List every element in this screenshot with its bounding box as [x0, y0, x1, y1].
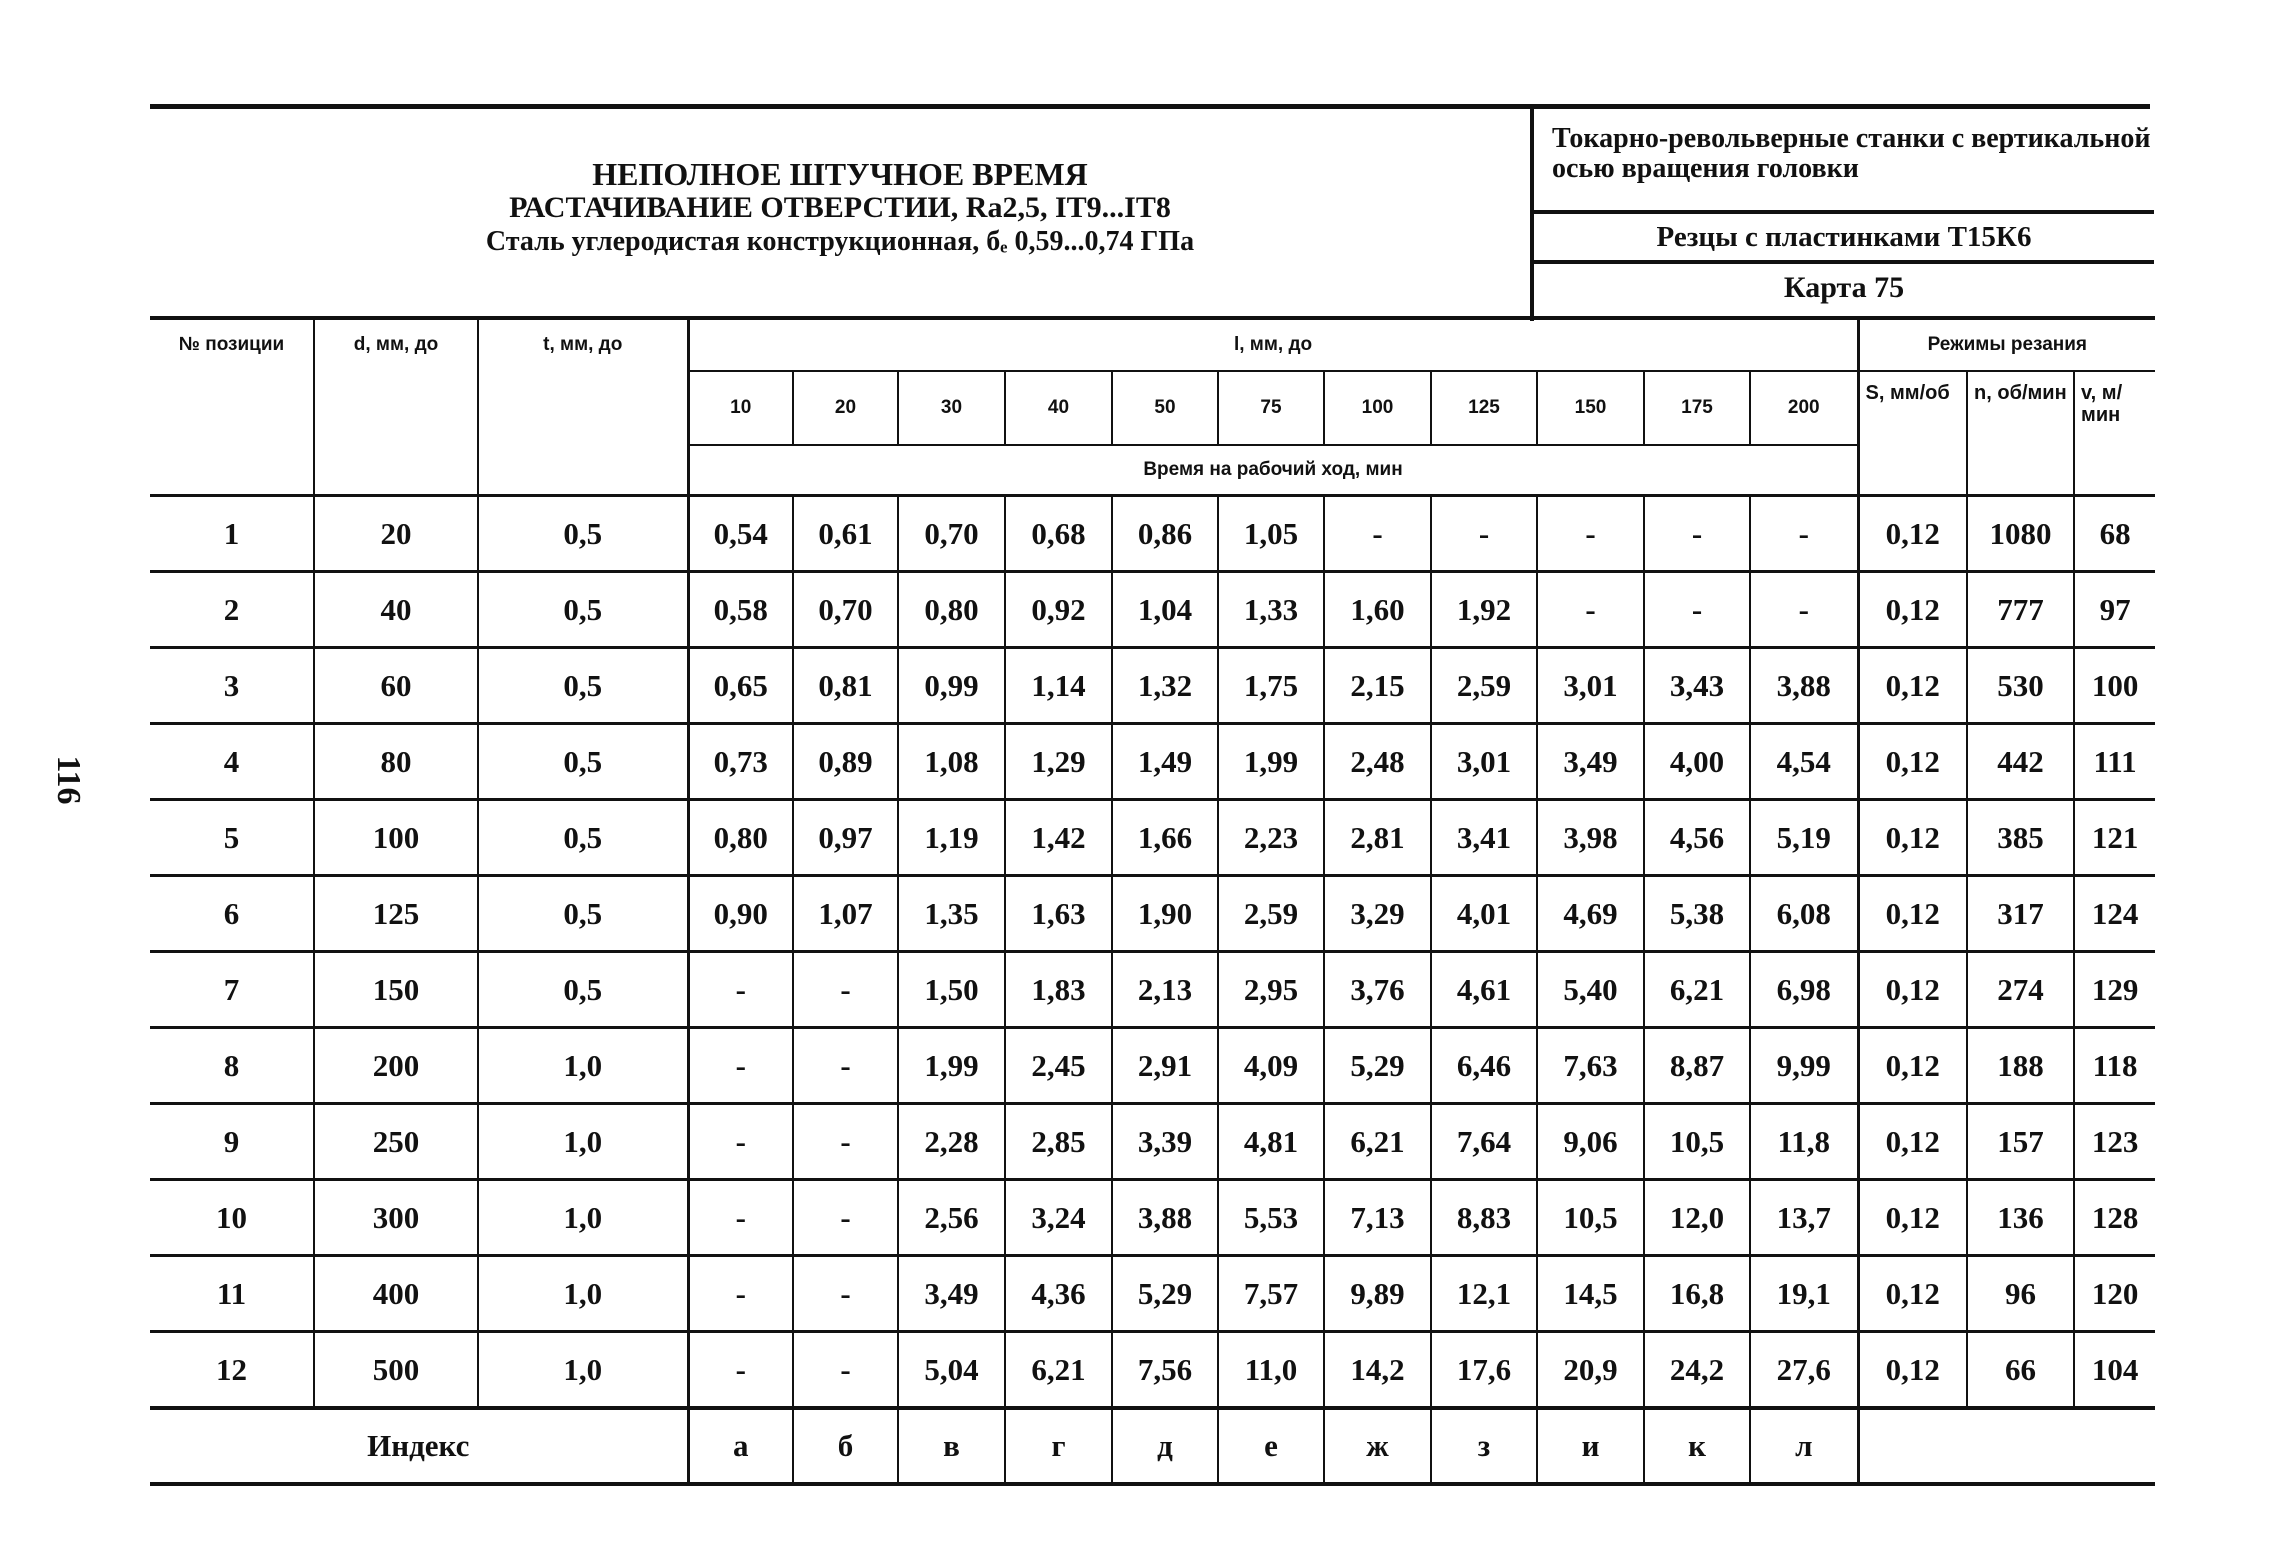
- feed-cell: 0,12: [1858, 1256, 1967, 1332]
- time-cell: 1,90: [1112, 876, 1218, 952]
- index-letter-cell: а: [688, 1408, 793, 1484]
- table-row: [150, 1028, 2155, 1104]
- diameter-cell: 100: [314, 800, 478, 876]
- time-cell: -: [688, 1256, 793, 1332]
- diameter-cell: 500: [314, 1332, 478, 1409]
- cutting-speed-cell: 111: [2074, 724, 2155, 800]
- time-cell: -: [688, 1180, 793, 1256]
- time-cell: 6,21: [1005, 1332, 1112, 1409]
- speed-rpm-header: n, об/мин: [1967, 371, 2074, 496]
- diameter-cell: 40: [314, 572, 478, 648]
- depth-cell: 0,5: [478, 496, 688, 572]
- feed-cell: 0,12: [1858, 876, 1967, 952]
- time-cell: 19,1: [1750, 1256, 1858, 1332]
- time-cell: 2,59: [1431, 648, 1537, 724]
- position-cell: 2: [150, 572, 314, 648]
- time-cell: 1,63: [1005, 876, 1112, 952]
- length-header: l, мм, до: [688, 318, 1858, 371]
- time-cell: 0,89: [793, 724, 898, 800]
- time-cell: 1,60: [1324, 572, 1431, 648]
- cutting-speed-cell: 129: [2074, 952, 2155, 1028]
- material-title: Сталь углеродистая конструкционная, бₑ 0,59...0,74 ГПа: [485, 226, 1195, 257]
- time-cell: 4,61: [1431, 952, 1537, 1028]
- time-cell: 8,87: [1644, 1028, 1750, 1104]
- feed-cell: 0,12: [1858, 1332, 1967, 1409]
- diameter-cell: 200: [314, 1028, 478, 1104]
- time-cell: 3,24: [1005, 1180, 1112, 1256]
- time-cell: 2,56: [898, 1180, 1005, 1256]
- time-cell: 2,28: [898, 1104, 1005, 1180]
- time-cell: 0,58: [688, 572, 793, 648]
- table-row: [150, 1256, 2155, 1332]
- feed-cell: 0,12: [1858, 724, 1967, 800]
- index-blank-cell: [1858, 1408, 2155, 1484]
- depth-cell: 0,5: [478, 572, 688, 648]
- depth-cell: 0,5: [478, 876, 688, 952]
- index-letter-cell: л: [1750, 1408, 1858, 1484]
- time-cell: -: [1750, 496, 1858, 572]
- time-cell: 4,00: [1644, 724, 1750, 800]
- time-label: Время на рабочий ход, мин: [688, 445, 1858, 496]
- time-cell: 3,39: [1112, 1104, 1218, 1180]
- time-cell: -: [688, 952, 793, 1028]
- time-cell: 1,83: [1005, 952, 1112, 1028]
- time-cell: 1,04: [1112, 572, 1218, 648]
- cutting-speed-cell: 121: [2074, 800, 2155, 876]
- time-cell: 4,09: [1218, 1028, 1324, 1104]
- depth-cell: 1,0: [478, 1256, 688, 1332]
- tool-type: Резцы с пластинками Т15К6: [1534, 214, 2154, 264]
- time-cell: 1,08: [898, 724, 1005, 800]
- time-cell: 2,45: [1005, 1028, 1112, 1104]
- position-cell: 6: [150, 876, 314, 952]
- time-cell: 12,0: [1644, 1180, 1750, 1256]
- page-number: 116: [50, 755, 87, 805]
- table-row: [150, 1332, 2155, 1409]
- feed-cell: 0,12: [1858, 1180, 1967, 1256]
- time-cell: 14,5: [1537, 1256, 1644, 1332]
- diameter-cell: 150: [314, 952, 478, 1028]
- time-cell: -: [793, 1028, 898, 1104]
- speed-rpm-cell: 1080: [1967, 496, 2074, 572]
- feed-header: S, мм/об: [1858, 371, 1967, 496]
- time-cell: 1,32: [1112, 648, 1218, 724]
- time-cell: 6,98: [1750, 952, 1858, 1028]
- cutting-speed-cell: 128: [2074, 1180, 2155, 1256]
- time-cell: 0,70: [898, 496, 1005, 572]
- length-value-header: 30: [898, 371, 1005, 445]
- time-cell: 12,1: [1431, 1256, 1537, 1332]
- time-cell: 7,56: [1112, 1332, 1218, 1409]
- time-cell: 0,61: [793, 496, 898, 572]
- time-cell: 0,86: [1112, 496, 1218, 572]
- depth-cell: 0,5: [478, 648, 688, 724]
- cutting-speed-cell: 123: [2074, 1104, 2155, 1180]
- length-value-header: 10: [688, 371, 793, 445]
- time-cell: 5,53: [1218, 1180, 1324, 1256]
- time-cell: 1,14: [1005, 648, 1112, 724]
- position-cell: 11: [150, 1256, 314, 1332]
- length-value-header: 150: [1537, 371, 1644, 445]
- length-value-header: 200: [1750, 371, 1858, 445]
- time-cell: 3,49: [1537, 724, 1644, 800]
- index-row: [150, 1408, 2155, 1484]
- table-row: [150, 952, 2155, 1028]
- feed-cell: 0,12: [1858, 800, 1967, 876]
- index-letter-cell: е: [1218, 1408, 1324, 1484]
- table-row: [150, 572, 2155, 648]
- diameter-cell: 20: [314, 496, 478, 572]
- length-value-header: 100: [1324, 371, 1431, 445]
- page-title: НЕПОЛНОЕ ШТУЧНОЕ ВРЕМЯ: [592, 156, 1088, 192]
- diameter-cell: 60: [314, 648, 478, 724]
- time-cell: 24,2: [1644, 1332, 1750, 1409]
- diameter-cell: 250: [314, 1104, 478, 1180]
- time-cell: 3,41: [1431, 800, 1537, 876]
- time-cell: 6,21: [1644, 952, 1750, 1028]
- time-cell: 1,19: [898, 800, 1005, 876]
- position-cell: 8: [150, 1028, 314, 1104]
- feed-cell: 0,12: [1858, 1028, 1967, 1104]
- time-cell: 1,66: [1112, 800, 1218, 876]
- time-cell: 3,29: [1324, 876, 1431, 952]
- position-cell: 12: [150, 1332, 314, 1409]
- table-body: [150, 318, 2155, 1484]
- time-cell: -: [793, 1104, 898, 1180]
- time-cell: 7,63: [1537, 1028, 1644, 1104]
- speed-rpm-cell: 188: [1967, 1028, 2074, 1104]
- time-cell: 1,99: [1218, 724, 1324, 800]
- time-cell: 20,9: [1537, 1332, 1644, 1409]
- table-row: [150, 496, 2155, 572]
- time-cell: 14,2: [1324, 1332, 1431, 1409]
- table-row: [150, 724, 2155, 800]
- feed-cell: 0,12: [1858, 572, 1967, 648]
- time-cell: 7,57: [1218, 1256, 1324, 1332]
- time-cell: 1,42: [1005, 800, 1112, 876]
- time-cell: 11,0: [1218, 1332, 1324, 1409]
- speed-rpm-cell: 66: [1967, 1332, 2074, 1409]
- time-cell: 3,49: [898, 1256, 1005, 1332]
- diameter-cell: 300: [314, 1180, 478, 1256]
- time-cell: 16,8: [1644, 1256, 1750, 1332]
- table-row: [150, 1180, 2155, 1256]
- cutting-speed-cell: 118: [2074, 1028, 2155, 1104]
- position-header: № позиции: [178, 334, 285, 355]
- index-letter-cell: и: [1537, 1408, 1644, 1484]
- time-cell: -: [1431, 496, 1537, 572]
- time-cell: 1,75: [1218, 648, 1324, 724]
- time-cell: 2,48: [1324, 724, 1431, 800]
- cutting-speed-cell: 100: [2074, 648, 2155, 724]
- length-value-header: 175: [1644, 371, 1750, 445]
- time-cell: 2,91: [1112, 1028, 1218, 1104]
- time-cell: 7,13: [1324, 1180, 1431, 1256]
- speed-rpm-cell: 777: [1967, 572, 2074, 648]
- header-title-block: [150, 109, 1530, 321]
- time-cell: 2,23: [1218, 800, 1324, 876]
- index-letter-cell: д: [1112, 1408, 1218, 1484]
- time-cell: 0,80: [898, 572, 1005, 648]
- time-cell: -: [793, 1180, 898, 1256]
- feed-cell: 0,12: [1858, 952, 1967, 1028]
- index-letter-cell: з: [1431, 1408, 1537, 1484]
- length-value-header: 40: [1005, 371, 1112, 445]
- length-value-header: 125: [1431, 371, 1537, 445]
- time-cell: -: [1537, 572, 1644, 648]
- speed-rpm-cell: 157: [1967, 1104, 2074, 1180]
- time-cell: -: [793, 1332, 898, 1409]
- speed-rpm-cell: 442: [1967, 724, 2074, 800]
- time-cell: -: [1750, 572, 1858, 648]
- depth-cell: 1,0: [478, 1180, 688, 1256]
- index-letter-cell: к: [1644, 1408, 1750, 1484]
- time-cell: 27,6: [1750, 1332, 1858, 1409]
- position-cell: 10: [150, 1180, 314, 1256]
- time-cell: 1,29: [1005, 724, 1112, 800]
- depth-cell: 1,0: [478, 1104, 688, 1180]
- time-cell: 13,7: [1750, 1180, 1858, 1256]
- index-letter-cell: ж: [1324, 1408, 1431, 1484]
- position-cell: 1: [150, 496, 314, 572]
- time-cell: -: [688, 1028, 793, 1104]
- cutting-speed-cell: 124: [2074, 876, 2155, 952]
- time-cell: 1,49: [1112, 724, 1218, 800]
- time-cell: 0,73: [688, 724, 793, 800]
- card-header: [150, 104, 2150, 321]
- time-cell: 0,54: [688, 496, 793, 572]
- cutting-speed-cell: 97: [2074, 572, 2155, 648]
- machine-type: Токарно-револьверные станки с вертикальной осью вращения головки: [1534, 104, 2154, 214]
- time-cell: 2,95: [1218, 952, 1324, 1028]
- time-cell: 0,70: [793, 572, 898, 648]
- time-cell: 2,59: [1218, 876, 1324, 952]
- time-cell: 4,56: [1644, 800, 1750, 876]
- diameter-header: d, мм, до: [314, 318, 478, 496]
- time-cell: 5,04: [898, 1332, 1005, 1409]
- table-header-row: [150, 318, 2155, 371]
- time-cell: 3,76: [1324, 952, 1431, 1028]
- cutting-speed-header: v, м/мин: [2074, 371, 2155, 496]
- time-cell: -: [1644, 496, 1750, 572]
- depth-cell: 1,0: [478, 1028, 688, 1104]
- time-cell: 4,01: [1431, 876, 1537, 952]
- time-cell: 1,99: [898, 1028, 1005, 1104]
- time-cell: 0,97: [793, 800, 898, 876]
- time-cell: 11,8: [1750, 1104, 1858, 1180]
- index-label: Индекс: [150, 1408, 688, 1484]
- depth-cell: 1,0: [478, 1332, 688, 1409]
- length-value-header: 50: [1112, 371, 1218, 445]
- time-cell: 1,33: [1218, 572, 1324, 648]
- length-value-header: 75: [1218, 371, 1324, 445]
- time-cell: 5,29: [1112, 1256, 1218, 1332]
- position-cell: 4: [150, 724, 314, 800]
- time-cell: 1,07: [793, 876, 898, 952]
- time-cell: 1,92: [1431, 572, 1537, 648]
- time-cell: 7,64: [1431, 1104, 1537, 1180]
- feed-cell: 0,12: [1858, 1104, 1967, 1180]
- time-cell: 17,6: [1431, 1332, 1537, 1409]
- time-cell: 2,85: [1005, 1104, 1112, 1180]
- time-cell: 9,99: [1750, 1028, 1858, 1104]
- time-cell: 6,21: [1324, 1104, 1431, 1180]
- time-cell: 5,38: [1644, 876, 1750, 952]
- diameter-cell: 400: [314, 1256, 478, 1332]
- time-cell: 1,50: [898, 952, 1005, 1028]
- time-cell: 0,68: [1005, 496, 1112, 572]
- time-cell: 5,29: [1324, 1028, 1431, 1104]
- position-cell: 5: [150, 800, 314, 876]
- time-cell: 0,90: [688, 876, 793, 952]
- time-cell: 0,81: [793, 648, 898, 724]
- feed-cell: 0,12: [1858, 648, 1967, 724]
- depth-header: t, мм, до: [478, 318, 688, 496]
- time-cell: -: [1324, 496, 1431, 572]
- speed-rpm-cell: 317: [1967, 876, 2074, 952]
- time-cell: 0,65: [688, 648, 793, 724]
- time-cell: 9,06: [1537, 1104, 1644, 1180]
- time-cell: -: [688, 1104, 793, 1180]
- regimes-header: Режимы резания: [1858, 318, 2155, 371]
- time-cell: -: [1537, 496, 1644, 572]
- speed-rpm-cell: 96: [1967, 1256, 2074, 1332]
- position-cell: 9: [150, 1104, 314, 1180]
- depth-cell: 0,5: [478, 800, 688, 876]
- time-cell: 6,46: [1431, 1028, 1537, 1104]
- time-cell: 4,69: [1537, 876, 1644, 952]
- position-cell: 3: [150, 648, 314, 724]
- time-cell: 9,89: [1324, 1256, 1431, 1332]
- time-cell: 4,81: [1218, 1104, 1324, 1180]
- table-row: [150, 876, 2155, 952]
- card-number: Карта 75: [1783, 271, 1905, 304]
- time-cell: 3,88: [1750, 648, 1858, 724]
- index-letter-cell: в: [898, 1408, 1005, 1484]
- time-cell: 8,83: [1431, 1180, 1537, 1256]
- cutting-speed-cell: 120: [2074, 1256, 2155, 1332]
- table-row: [150, 648, 2155, 724]
- header-info-block: [1530, 104, 2154, 321]
- operation-title: РАСТАЧИВАНИЕ ОТВЕРСТИИ, Ra2,5, IT9...IT8: [509, 191, 1171, 224]
- time-cell: 0,80: [688, 800, 793, 876]
- time-cell: 1,35: [898, 876, 1005, 952]
- time-cell: -: [1644, 572, 1750, 648]
- time-cell: 2,15: [1324, 648, 1431, 724]
- table-row: [150, 1104, 2155, 1180]
- time-cell: 2,13: [1112, 952, 1218, 1028]
- time-cell: 10,5: [1537, 1180, 1644, 1256]
- cutting-speed-cell: 104: [2074, 1332, 2155, 1409]
- time-cell: 4,54: [1750, 724, 1858, 800]
- time-cell: 4,36: [1005, 1256, 1112, 1332]
- diameter-cell: 80: [314, 724, 478, 800]
- time-cell: 3,01: [1537, 648, 1644, 724]
- time-cell: 5,19: [1750, 800, 1858, 876]
- index-letter-cell: г: [1005, 1408, 1112, 1484]
- time-cell: 0,99: [898, 648, 1005, 724]
- length-value-header: 20: [793, 371, 898, 445]
- time-cell: 5,40: [1537, 952, 1644, 1028]
- feed-cell: 0,12: [1858, 496, 1967, 572]
- time-cell: 3,01: [1431, 724, 1537, 800]
- time-cell: -: [688, 1332, 793, 1409]
- depth-cell: 0,5: [478, 952, 688, 1028]
- time-cell: 2,81: [1324, 800, 1431, 876]
- time-cell: -: [793, 1256, 898, 1332]
- table-row: [150, 800, 2155, 876]
- speed-rpm-cell: 136: [1967, 1180, 2074, 1256]
- depth-cell: 0,5: [478, 724, 688, 800]
- time-table: [150, 316, 2155, 1486]
- index-letter-cell: б: [793, 1408, 898, 1484]
- time-cell: -: [793, 952, 898, 1028]
- position-cell: 7: [150, 952, 314, 1028]
- time-cell: 3,43: [1644, 648, 1750, 724]
- speed-rpm-cell: 530: [1967, 648, 2074, 724]
- time-cell: 3,88: [1112, 1180, 1218, 1256]
- speed-rpm-cell: 385: [1967, 800, 2074, 876]
- time-cell: 1,05: [1218, 496, 1324, 572]
- time-cell: 0,92: [1005, 572, 1112, 648]
- diameter-cell: 125: [314, 876, 478, 952]
- time-cell: 3,98: [1537, 800, 1644, 876]
- speed-rpm-cell: 274: [1967, 952, 2074, 1028]
- time-cell: 6,08: [1750, 876, 1858, 952]
- time-cell: 10,5: [1644, 1104, 1750, 1180]
- cutting-speed-cell: 68: [2074, 496, 2155, 572]
